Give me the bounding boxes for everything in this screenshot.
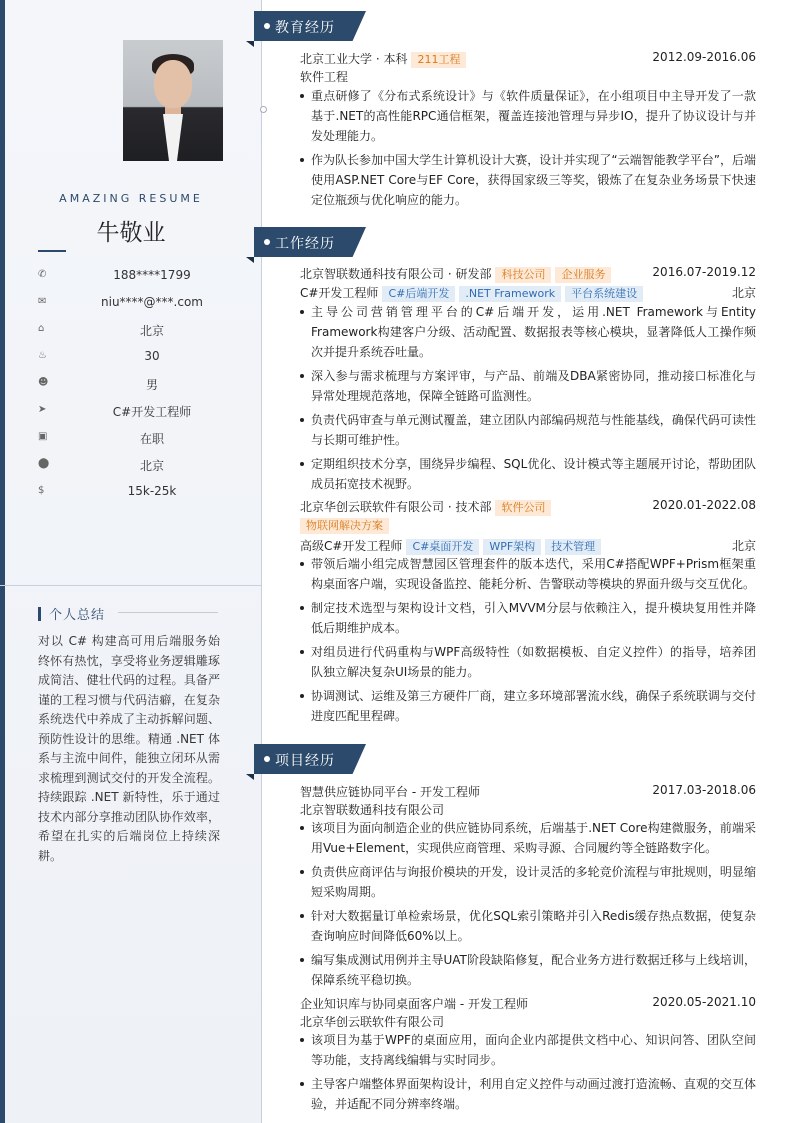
contact-value: 男 xyxy=(145,378,158,392)
section-title-education: 教育经历 xyxy=(254,11,374,41)
contact-value: 北京 xyxy=(139,459,164,473)
phone-icon: ✆ xyxy=(38,269,47,280)
project-header: 智慧供应链协同平台 - 开发工程师 2017.03-2018.06 xyxy=(300,783,756,799)
project-bullets xyxy=(300,1030,756,1118)
project-company: 北京智联数通科技有限公司 xyxy=(300,803,445,817)
contact-row xyxy=(38,266,248,286)
contact-row xyxy=(38,401,248,421)
list-item: 重点研修了《分布式系统设计》与《软件质量保证》，在小组项目中主导开发了一款基于.NET的高性能RPC通信框架，覆盖连接池管理与异步IO，提升了协议设计与并发处理能力。 xyxy=(300,86,756,146)
location-icon: ⬤ xyxy=(38,458,50,469)
contact-row xyxy=(38,374,248,394)
education-header xyxy=(300,50,756,68)
education-bullets xyxy=(300,86,756,214)
job-header: 北京华创云联软件有限公司 · 技术部 软件公司 2020.01-2022.08 xyxy=(300,498,756,514)
contact-value: 在职 xyxy=(139,432,164,446)
major: 软件工程 xyxy=(300,70,349,84)
list-item: 负责供应商评估与询报价模块的开发，设计灵活的多轮竞价流程与审批规则，明显缩短采购周期。 xyxy=(300,862,756,902)
list-item: 深入参与需求梳理与方案评审，与产品、前端及DBA紧密协同，推动接口标准化与异常处理规范落地，保障全链路可监测性。 xyxy=(300,366,756,406)
accent-bar xyxy=(0,0,5,1123)
project-company: 北京华创云联软件有限公司 xyxy=(300,1015,445,1029)
list-item: 对组员进行代码重构与WPF高级特性（如数据模板、自定义控件）的指导，培养团队独立解决复杂UI场景的能力。 xyxy=(300,642,756,682)
project-bullets xyxy=(300,818,756,994)
list-item: 该项目为基于WPF的桌面应用，面向企业内部提供文档中心、知识问答、团队空间等功能，支持离线编辑与实时同步。 xyxy=(300,1030,756,1070)
section-title-projects: 项目经历 xyxy=(254,744,374,774)
list-item: 定期组织技术分享，围绕异步编程、SQL优化、设计模式等主题展开讨论，帮助团队成员拓宽技术视野。 xyxy=(300,454,756,494)
summary-heading: 个人总结 xyxy=(38,604,105,623)
contact-row xyxy=(38,428,248,448)
school-name: 北京工业大学 · 本科 xyxy=(300,52,408,66)
avatar xyxy=(123,40,223,161)
job-role-row: C#开发工程师 C#后端开发 .NET Framework 平台系统建设 北京 xyxy=(300,286,756,300)
cake-icon: ♨ xyxy=(38,350,47,361)
list-item: 带领后端小组完成智慧园区管理套件的版本迭代，采用C#搭配WPF+Prism框架重构桌面客户端，实现设备监控、能耗分析、告警联动等模块的界面升级与交互优化。 xyxy=(300,554,756,594)
contact-value: 30 xyxy=(144,349,160,363)
list-item: 作为队长参加中国大学生计算机设计大赛，设计并实现了“云端智能教学平台”，后端使用ASP.NET Core与EF Core，获得国家级三等奖，锻炼了在复杂业务场景下快速定位瓶颈与优化响应的能力。 xyxy=(300,150,756,210)
briefcase-icon: ▣ xyxy=(38,431,48,442)
education-date: 2012.09-2016.06 xyxy=(652,50,756,64)
list-item: 负责代码审查与单元测试覆盖，建立团队内部编码规范与性能基线，确保代码可读性与长期可维护性。 xyxy=(300,410,756,450)
contact-value: 北京 xyxy=(139,324,164,338)
contact-row xyxy=(38,455,248,475)
summary-text: 对以 C# 构建高可用后端服务始终怀有热忱，享受将业务逻辑雕琢成简洁、健壮代码的过程。具备严谨的工程习惯与代码洁癖，在复杂系统迭代中养成了主动拆解问题、预防性设计的思维。精通 .NET 体系与主流中间件，能独立闭环从需求梳理到测试交付的开发全流程。持续跟踪 .NET 新特性，乐于通过技术内部分享推动团队协作效率，希望在扎实的后端岗位上持续深耕。 xyxy=(38,634,220,863)
list-item: 编写集成测试用例并主导UAT阶段缺陷修复，配合业务方进行数据迁移与上线培训，保障系统平稳切换。 xyxy=(300,950,756,990)
list-item: 协调测试、运维及第三方硬件厂商，建立多环境部署流水线，确保子系统联调与交付进度匹配里程碑。 xyxy=(300,686,756,726)
list-item: 主导客户端整体界面架构设计，利用自定义控件与动画过渡打造流畅、直观的交互体验，并适配不同分辨率终端。 xyxy=(300,1074,756,1114)
home-icon: ⌂ xyxy=(38,323,45,334)
contact-row xyxy=(38,347,248,367)
list-item: 主导公司营销管理平台的C#后端开发，运用.NET Framework与Entity Framework构建客户分级、活动配置、数据报表等核心模块，显著降低人工操作频次并提升系统吞吐量。 xyxy=(300,302,756,362)
timeline-marker xyxy=(260,106,267,113)
candidate-name: 牛敬业 xyxy=(96,220,166,246)
contact-value: 15k-25k xyxy=(127,484,177,498)
contact-value: C#开发工程师 xyxy=(112,405,192,419)
divider xyxy=(0,585,262,586)
resume-tagline: AMAZING RESUME xyxy=(59,192,203,205)
project-header: 企业知识库与协同桌面客户端 - 开发工程师 2020.05-2021.10 xyxy=(300,995,756,1011)
list-item: 该项目为面向制造企业的供应链协同系统，后端基于.NET Core构建微服务，前端采用Vue+Element，实现供应商管理、采购寻源、合同履约等全链路数字化。 xyxy=(300,818,756,858)
name-underline xyxy=(38,250,66,252)
list-item: 制定技术选型与架构设计文档，引入MVVM分层与依赖注入，提升模块复用性并降低后期维护成本。 xyxy=(300,598,756,638)
sidebar xyxy=(0,0,262,1123)
job-tag-row: 物联网解决方案 xyxy=(300,518,756,536)
section-title-work: 工作经历 xyxy=(254,227,374,257)
gender-icon: ☻ xyxy=(38,377,49,388)
job-header: 北京智联数通科技有限公司 · 研发部 科技公司 企业服务 2016.07-2019.12 xyxy=(300,265,756,281)
contact-row xyxy=(38,293,248,313)
mail-icon: ✉ xyxy=(38,296,47,307)
contact-row xyxy=(38,482,248,502)
contact-row xyxy=(38,320,248,340)
contact-value: niu****@***.com xyxy=(101,295,203,309)
send-icon: ➤ xyxy=(38,404,47,415)
school-tag: 211工程 xyxy=(411,52,466,68)
job-role-row: 高级C#开发工程师 C#桌面开发 WPF架构 技术管理 北京 xyxy=(300,539,756,553)
summary-heading-line xyxy=(118,612,218,613)
list-item: 针对大数据量订单检索场景，优化SQL索引策略并引入Redis缓存热点数据，使复杂查询响应时间降低60%以上。 xyxy=(300,906,756,946)
contact-value: 188****1799 xyxy=(113,268,191,282)
job-bullets xyxy=(300,554,756,730)
money-icon: $ xyxy=(38,485,45,496)
main-content xyxy=(262,0,794,1123)
job-bullets xyxy=(300,302,756,498)
